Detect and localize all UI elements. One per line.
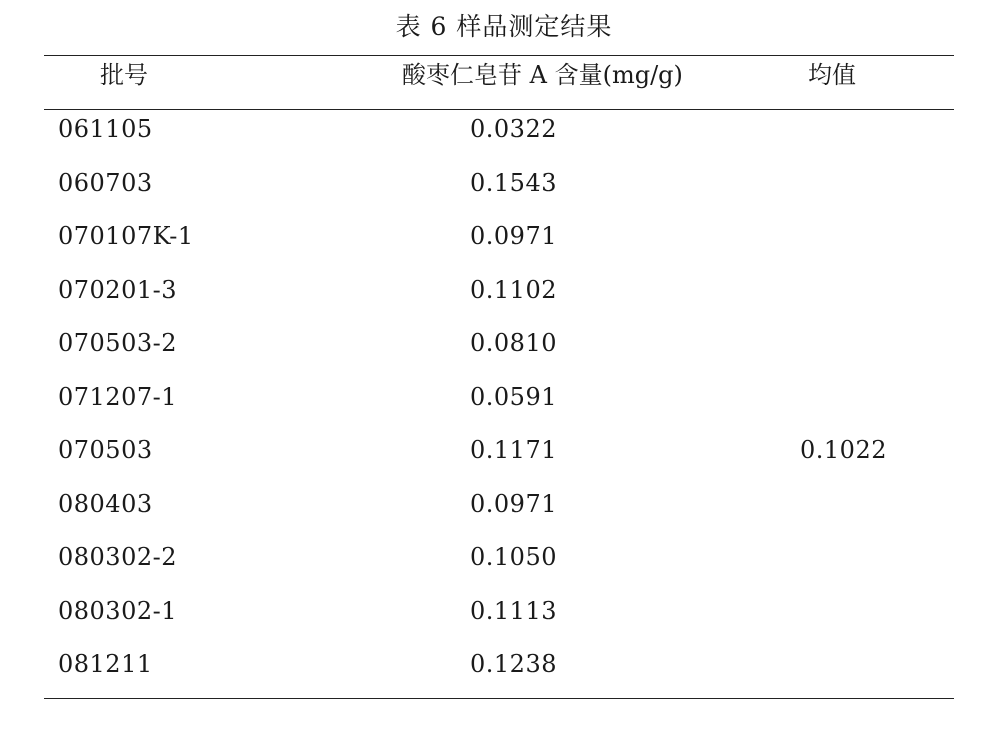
content-cell: 0.0810 [470,329,557,357]
table-row [0,273,1008,327]
content-cell: 0.1102 [470,275,557,304]
batch-cell: 070107K-1 [58,222,194,250]
batch-cell: 080403 [58,489,153,518]
batch-cell: 070503-2 [58,329,177,357]
header-batch: 批号 [100,61,148,89]
table-header-rule [44,109,954,110]
content-cell: 0.1238 [470,650,557,678]
batch-cell: 060703 [58,168,153,197]
table-caption: 表 6 样品测定结果 [395,12,613,41]
batch-cell: 071207-1 [58,382,177,411]
content-cell: 0.0971 [470,222,557,250]
table-row [0,380,1008,434]
content-cell: 0.0971 [470,489,557,518]
batch-cell: 070201-3 [58,275,177,304]
content-cell: 0.0591 [470,382,557,411]
table-body [0,112,1008,701]
table-row [0,166,1008,220]
table-top-rule [44,55,954,56]
table-row [0,540,1008,594]
table-row [0,219,1008,273]
table-row [0,326,1008,380]
batch-cell: 081211 [58,650,153,678]
table-bottom-rule [44,698,954,699]
table-row [0,112,1008,166]
table-row [0,647,1008,701]
batch-cell: 070503 [58,436,153,464]
content-cell: 0.1171 [470,436,557,464]
table-row [0,487,1008,541]
batch-cell: 080302-1 [58,596,177,625]
table-row [0,594,1008,648]
content-cell: 0.0322 [470,115,557,143]
batch-cell: 061105 [58,115,153,143]
header-mean: 均值 [808,61,856,89]
mean-value-cell: 0.1022 [800,436,887,464]
content-cell: 0.1113 [470,596,557,625]
header-content: 酸枣仁皂苷 A 含量(mg/g) [402,61,683,89]
content-cell: 0.1543 [470,168,557,197]
batch-cell: 080302-2 [58,543,177,571]
content-cell: 0.1050 [470,543,557,571]
